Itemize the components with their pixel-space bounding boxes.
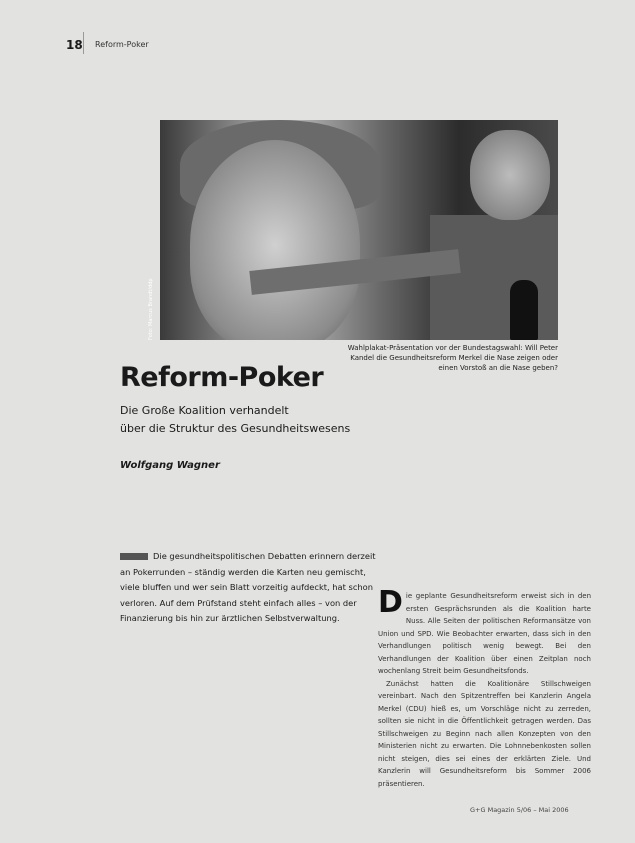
page-number: 18 <box>66 38 83 52</box>
photo-face-woman <box>190 140 360 340</box>
paragraph <box>378 585 591 678</box>
running-title: Reform-Poker <box>95 40 149 49</box>
footer-issue: G+G Magazin 5/06 – Mai 2006 <box>470 806 569 814</box>
article-title: Reform-Poker <box>120 362 324 393</box>
photo-microphone <box>510 280 538 340</box>
article-photo <box>160 120 558 340</box>
paragraph-text: ie geplante Gesundheitsreform erweist sich in den ersten Gesprächsrunden als die Koalition harte Nuss. Alle Seiten der politischen Reformansätze von Union und SPD. Wie Beobachter erwarten, dass sich in den Verhandlungen politisch wenig bewegt. Bei den Verhandlungen der Koalition über einen Zeitplan noch wochenlang Streit beim Gesundheitsfonds. <box>378 592 591 675</box>
subtitle-line: Die Große Koalition verhandelt <box>120 404 289 417</box>
header-divider <box>83 32 84 54</box>
drop-cap: D <box>378 585 403 620</box>
intro-body: Die gesundheitspolitischen Debatten erinnern derzeit an Pokerrunden – ständig werden die Karten neu gemischt, viele bluffen und wer sein Blatt vorzeitig aufdeckt, hat schon verloren. Auf dem Prüfstand steht einfach alles – von der Finanzierung bis hin zur ärztlichen Selbstverwaltung. <box>120 551 376 623</box>
article-body <box>378 585 591 790</box>
intro-marker <box>120 553 148 560</box>
photo-credit: Foto: Marcus Brandt/ddp <box>148 278 154 340</box>
subtitle-line: über die Struktur des Gesundheitswesens <box>120 422 351 435</box>
intro-text <box>120 549 380 627</box>
photo-caption: Wahlplakat-Präsentation vor der Bundestagswahl: Will Peter Kandel die Gesundheitsreform Merkel die Nase zeigen oder einen Vorstoß an die Nase geben? <box>347 344 558 372</box>
article-subtitle <box>120 402 400 438</box>
photo-face-man <box>470 130 550 220</box>
author: Wolfgang Wagner <box>120 460 220 471</box>
photo-suit <box>430 215 558 340</box>
paragraph: Zunächst hatten die Koalitionäre Stillschweigen vereinbart. Nach den Spitzentreffen bei Kanzlerin Angela Merkel (CDU) hieß es, um Vorschläge nicht zu zerreden, sollten sie nicht in die Öffentlichkeit getragen werden. Das Stillschweigen zu Beginn nach allen Konzepten von den Ministerien nicht zu erwarten. Die Lohnnebenkosten sollen nicht steigen, dies sei eines der erklärten Ziele. Und Kanzlerin will Gesundheitsreform bis Sommer 2006 präsentieren. <box>378 679 591 788</box>
